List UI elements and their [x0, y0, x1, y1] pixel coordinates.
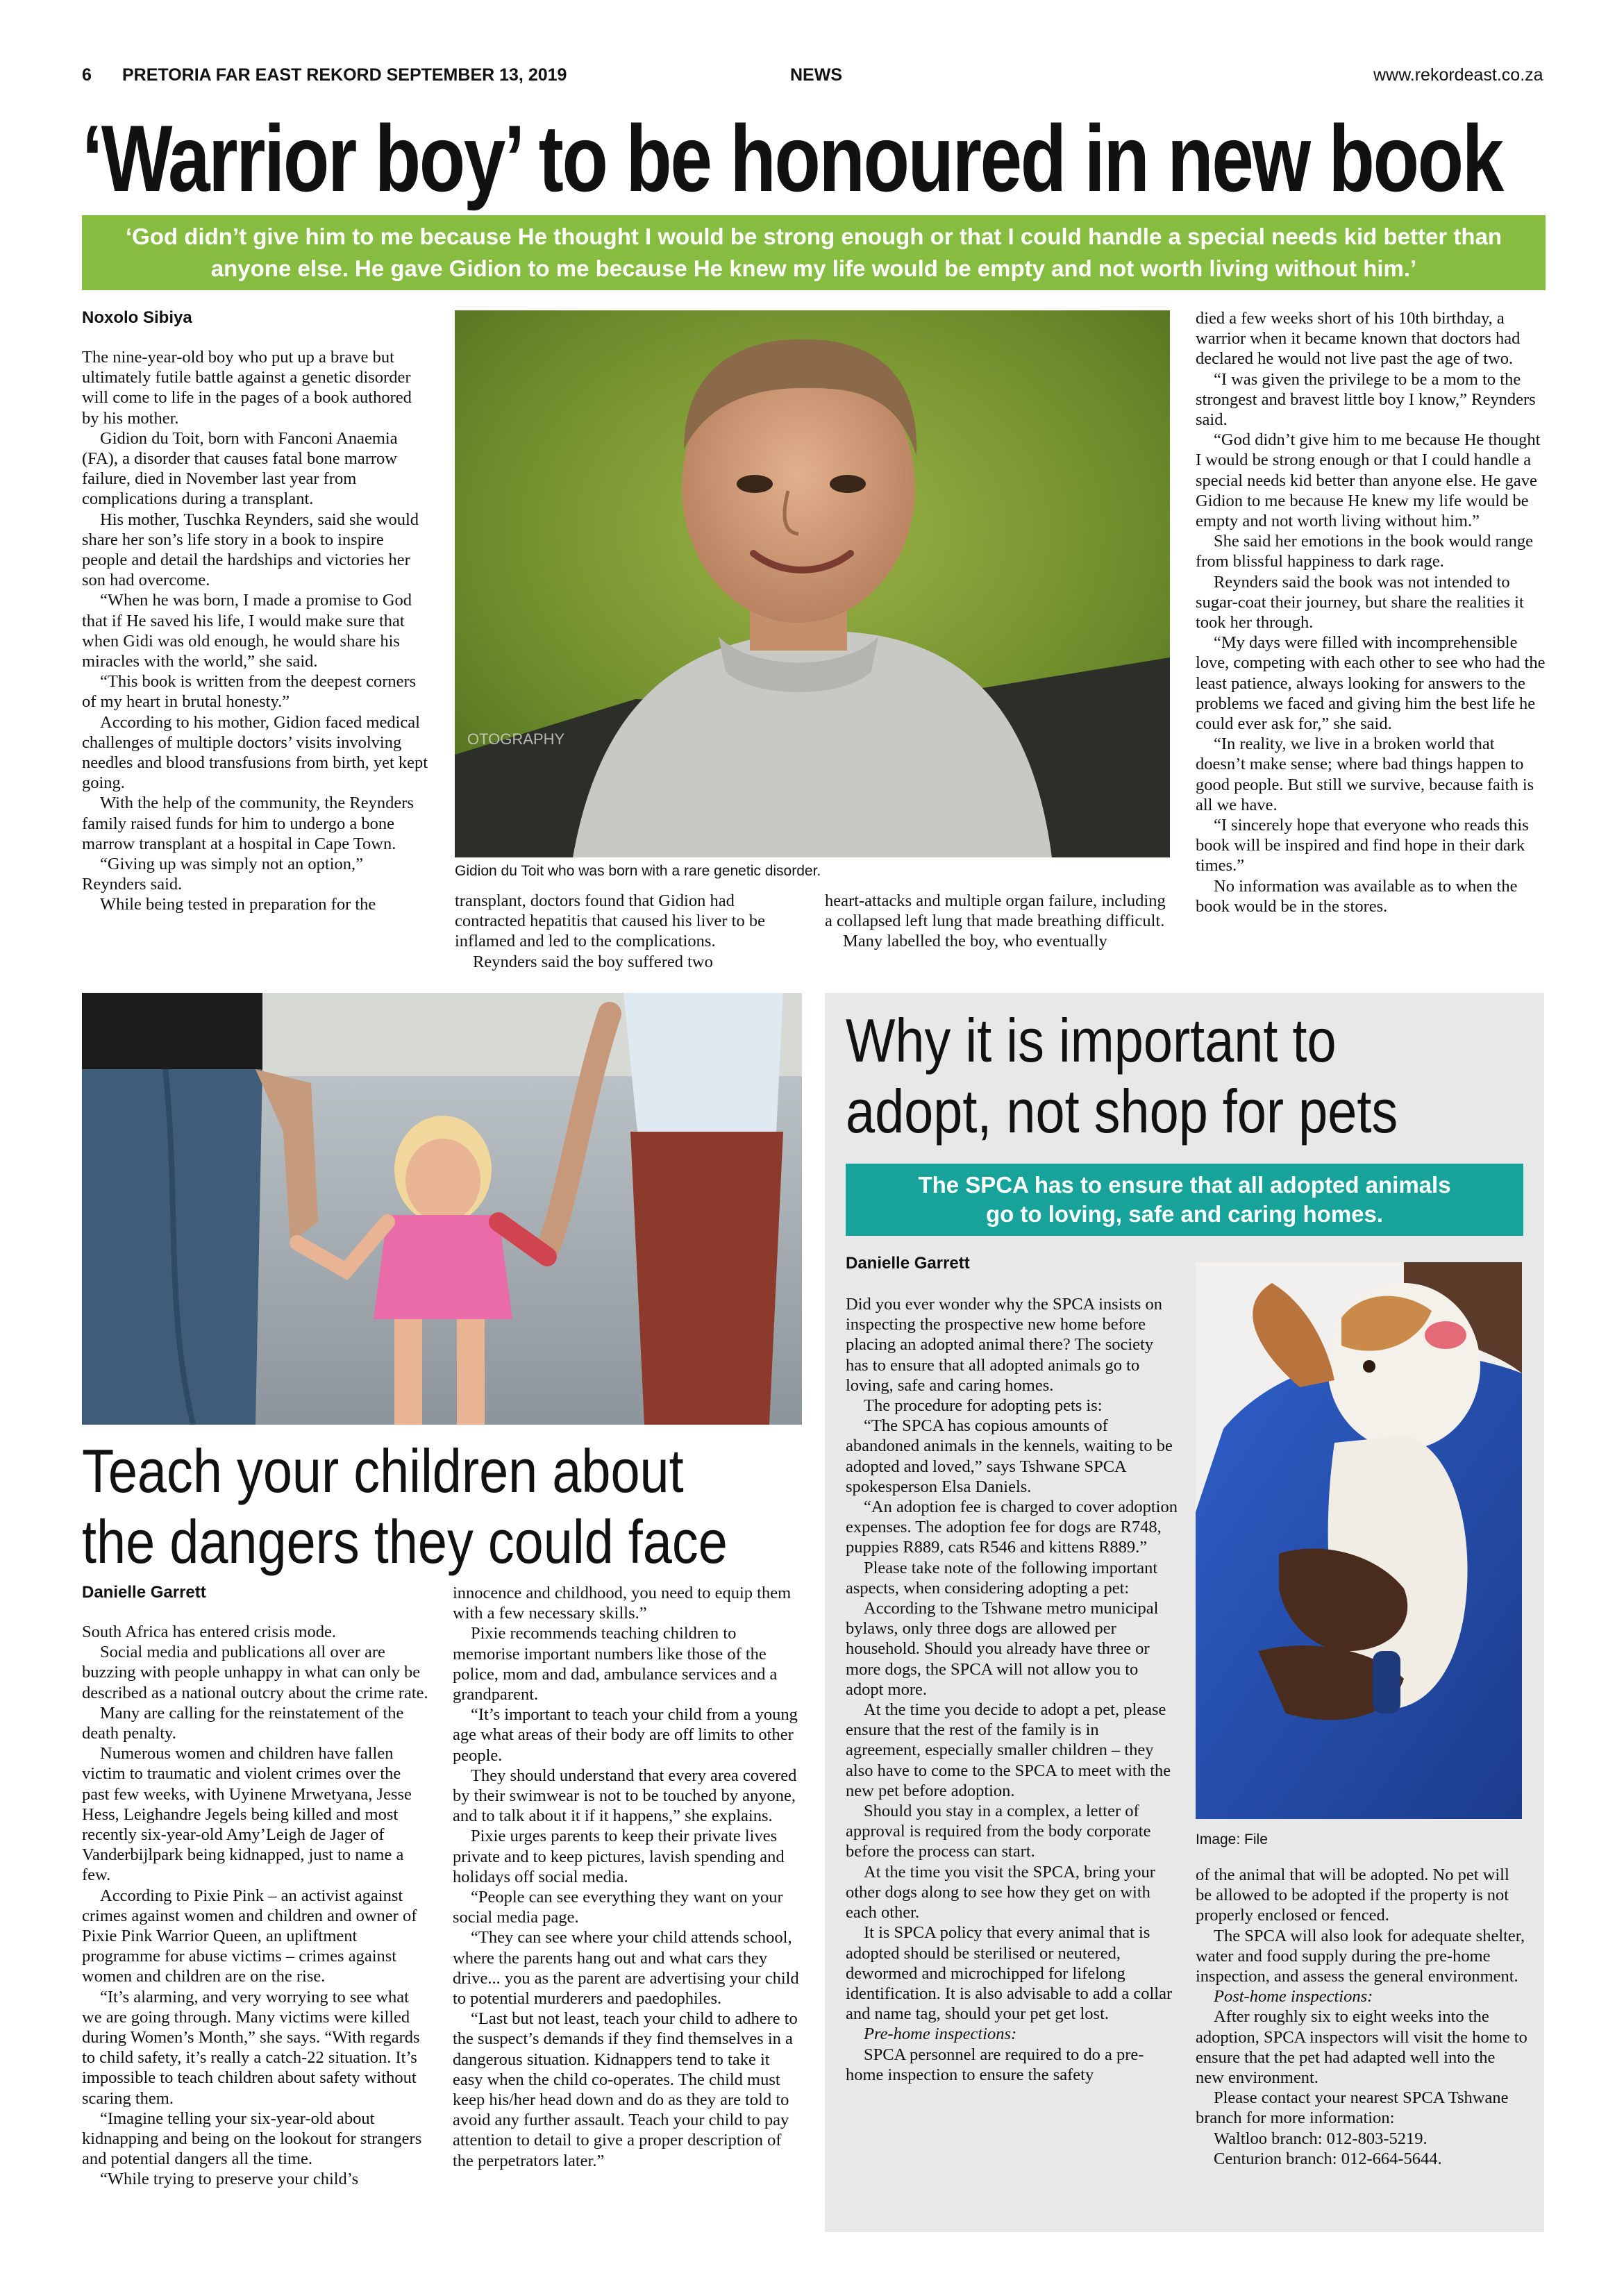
paragraph: transplant, doctors found that Gidion had contracted hepatitis that caused his liver to be inflamed and led to the complications. [455, 891, 765, 951]
paragraph: The SPCA will also look for adequate shelter, water and food supply during the pre-home inspection, and assess the general environment. [1196, 1926, 1525, 1986]
paragraph: Pre-home inspections: [864, 2025, 1017, 2044]
paragraph: “I was given the privilege to be a mom to the strongest and bravest little boy I know,” Reynders said. [1196, 369, 1536, 430]
dog-photo-illustration [1196, 1262, 1522, 1819]
spca-banner-line-2: go to loving, safe and caring homes. [985, 1201, 1384, 1227]
paragraph: The procedure for adopting pets is: [864, 1396, 1103, 1416]
dog-photo [1196, 1262, 1522, 1819]
paragraph: “The SPCA has copious amounts of abandoned animals in the kennels, waiting to be adopted and loved,” says Tshwane SPCA spokesperson Elsa Daniels. [846, 1416, 1173, 1496]
story2-column-2 [453, 1583, 800, 2171]
paragraph: Gidion du Toit, born with Fanconi Anaemia (FA), a disorder that causes fatal bone marrow failure, died in November last year from complications during a transplant. [82, 428, 398, 509]
paragraph: “People can see everything they want on your social media page. [453, 1888, 783, 1927]
paragraph: Pixie urges parents to keep their private lives private and to keep pictures, lavish spending and holidays off social media. [453, 1827, 785, 1886]
paragraph: It is SPCA policy that every animal that is adopted should be sterilised or neutered, dewormed and microchipped for lifelong identification. It is also advisable to add a collar and name tag, should your pet get lost. [846, 1923, 1173, 2024]
paragraph: of the animal that will be adopted. No pet will be allowed to be adopted if the property is not properly enclosed or fenced. [1196, 1866, 1509, 1925]
paragraph: “Imagine telling your six-year-old about kidnapping and being on the lookout for strangers and potential dangers all the time. [82, 2109, 422, 2169]
pull-quote-banner [82, 215, 1546, 290]
paragraph: “In reality, we live in a broken world that doesn’t make sense; where bad things happen to good people. But still we survive, because faith is all we have. [1196, 735, 1534, 814]
paragraph: She said her emotions in the book would range from blissful happiness to dark rage. [1196, 532, 1533, 571]
paragraph: “When he was born, I made a promise to God that if He saved his life, I would make sure that when Gidi was old enough, he would share his miracles with the world,” she said. [82, 591, 412, 671]
paragraph: The nine-year-old boy who put up a brave but ultimately futile battle against a genetic disorder will come to life in the pages of a book authored by his mother. [82, 348, 412, 428]
paragraph: “While trying to preserve your child’s [100, 2170, 359, 2189]
paragraph: died a few weeks short of his 10th birthday, a warrior when it became known that doctors had declared he would not live past the age of two. [1196, 309, 1521, 369]
story3-headline-line-1: Why it is important to [846, 1006, 1337, 1075]
paragraph: They should understand that every area covered by their swimwear is not to be touched by anyone, and to talk about it if it happens,” she explains. [453, 1766, 797, 1826]
paragraph: heart-attacks and multiple organ failure, including a collapsed left lung that made breathing difficult. [825, 891, 1166, 931]
paragraph: At the time you decide to adopt a pet, please ensure that the rest of the family is in agreement, especially smaller children – they also have to come to the SPCA to meet with the new pet before adoption. [846, 1700, 1171, 1800]
paragraph: After roughly six to eight weeks into the adoption, SPCA inspectors will visit the home to ensure that the pet had adapted well into the new environment. [1196, 2007, 1527, 2088]
paragraph: South Africa has entered crisis mode. [82, 1623, 337, 1641]
paragraph: His mother, Tuschka Reynders, said she would share her son’s life story in a book to inspire people and detail the hardships and victories her son had overcome. [82, 510, 419, 590]
story2-headline-line-1: Teach your children about [82, 1436, 684, 1505]
paragraph: Social media and publications all over are buzzing with people unhappy in what can only be described as a national outcry about the crime rate. [82, 1643, 428, 1702]
dog-photo-caption: Image: File [1196, 1832, 1268, 1847]
paragraph: Waltloo branch: 012-803-5219. [1214, 2129, 1428, 2148]
paragraph: Please take note of the following important aspects, when considering adopting a pet: [846, 1558, 1158, 1598]
paragraph: No information was available as to when the book would be in the stores. [1196, 876, 1518, 916]
paragraph: Should you stay in a complex, a letter of approval is required from the body corporate before the process can start. [846, 1802, 1151, 1861]
paragraph: Centurion branch: 012-664-5644. [1214, 2149, 1442, 2168]
paragraph: With the help of the community, the Reynders family raised funds for him to undergo a bone marrow transplant at a hospital in Cape Town. [82, 794, 414, 853]
paragraph: “This book is written from the deepest corners of my heart in brutal honesty.” [82, 672, 417, 712]
paragraph: “Last but not least, teach your child to adhere to the suspect’s demands if they find themselves in a dangerous situation. Kidnappers tend to take it easy when the child co-operates. The child must keep his/her head down and do as they are told to avoid any further assault. Teach your child to pay attention to detail to give a proper description of the perpetrators later.” [453, 2009, 798, 2170]
paragraph: Post-home inspections: [1214, 1987, 1373, 2006]
paragraph: Many labelled the boy, who eventually [843, 932, 1107, 951]
byline-story3: Danielle Garrett [846, 1254, 970, 1273]
story3-column-2 [1196, 1865, 1527, 2169]
story1-column-3 [825, 891, 1172, 952]
paragraph: According to Pixie Pink – an activist against crimes against women and children and owner of Pixie Pink Warrior Queen, an upliftment programme for abuse victims – crimes against women and children are on the rise. [82, 1886, 417, 1986]
byline-story1: Noxolo Sibiya [82, 308, 192, 327]
paragraph: At the time you visit the SPCA, bring your other dogs along to see how they get on with each other. [846, 1862, 1155, 1922]
pull-quote-text: ‘God didn’t give him to me because He thought I would be strong enough or that I could handle a special needs kid better than anyone else. He gave Gidion to me because He knew my life would be empty and not worth living without him.’ [125, 224, 1502, 281]
paragraph: Numerous women and children have fallen victim to traumatic and violent crimes over the past few weeks, with Uyinene Mrwetyana, Jesse Hess, Leighandre Jegels being killed and most recently six-year-old Amy’Leigh de Jager of Vanderbijlpark being kidnapped, just to name a few. [82, 1744, 412, 1885]
paragraph: According to the Tshwane metro municipal bylaws, only three dogs are allowed per household. Should you already have three or more dogs, the SPCA will not allow you to adopt more. [846, 1599, 1159, 1699]
paragraph: Reynders said the boy suffered two [473, 952, 713, 971]
family-photo-illustration [82, 993, 802, 1425]
paragraph: While being tested in preparation for the [100, 895, 376, 914]
paragraph: Reynders said the book was not intended to sugar-coat their journey, but share the realities it took her through. [1196, 572, 1524, 632]
paragraph: “I sincerely hope that everyone who reads this book will be inspired and find hope in their dark times.” [1196, 816, 1529, 875]
paragraph: “Giving up was simply not an option,” Reynders said. [82, 855, 364, 894]
story3-column-1 [846, 1294, 1178, 2085]
main-headline: ‘Warrior boy’ to be honoured in new book [82, 106, 1502, 211]
website-link[interactable]: www.rekordeast.co.za [1373, 65, 1543, 85]
paragraph: Pixie recommends teaching children to memorise important numbers like those of the police, mom and dad, ambulance services and a grandparent. [453, 1624, 778, 1704]
paragraph: According to his mother, Gidion faced medical challenges of multiple doctors’ visits involving needles and blood transfusions from birth, yet kept going. [82, 712, 428, 793]
boy-photo-caption: Gidion du Toit who was born with a rare genetic disorder. [455, 863, 821, 879]
paragraph: “It’s alarming, and very worrying to see what we are going through. Many victims were killed during Women’s Month,” she says. “With regards to child safety, it’s really a catch-22 situation. It’s impossible to teach children about safety without scaring them. [82, 1987, 420, 2108]
paragraph: “They can see where your child attends school, where the parents hang out and what cars they drive... you as the parent are advertising your child to potential murderers and paedophiles. [453, 1928, 799, 2009]
section-label: NEWS [790, 65, 842, 85]
story1-column-1 [82, 347, 429, 915]
paragraph: SPCA personnel are required to do a pre-home inspection to ensure the safety [846, 2045, 1144, 2084]
photo-watermark: OTOGRAPHY [467, 730, 565, 748]
spca-banner [846, 1164, 1523, 1236]
paragraph: “It’s important to teach your child from a young age what areas of their body are off limits to other people. [453, 1705, 798, 1765]
spca-banner-line-1: The SPCA has to ensure that all adopted animals [918, 1172, 1451, 1198]
publication-dateline: PRETORIA FAR EAST REKORD SEPTEMBER 13, 2019 [122, 65, 567, 85]
paragraph: “God didn’t give him to me because He thought I would be strong enough or that I could handle a special needs kid better than anyone else. He gave Gidion to me because He knew my life would be empty and not worth living without him.” [1196, 430, 1541, 531]
story3-headline-line-2: adopt, not shop for pets [846, 1077, 1398, 1146]
byline-story2: Danielle Garrett [82, 1583, 206, 1602]
paragraph: Did you ever wonder why the SPCA insists on inspecting the prospective new home before placing an adopted animal there? The society has to ensure that all adopted animals go to loving, safe and caring homes. [846, 1295, 1162, 1395]
story1-column-2 [455, 891, 802, 972]
paragraph: innocence and childhood, you need to equip them with a few necessary skills.” [453, 1584, 792, 1623]
paragraph: “An adoption fee is charged to cover adoption expenses. The adoption fee for dogs are R748, puppies R889, cats R546 and kittens R889.” [846, 1498, 1178, 1557]
family-photo [82, 993, 802, 1425]
story1-column-4 [1196, 308, 1546, 916]
boy-photo [455, 310, 1170, 857]
story2-headline-line-2: the dangers they could face [82, 1507, 728, 1576]
paragraph: Many are calling for the reinstatement of the death penalty. [82, 1703, 404, 1743]
story2-column-1 [82, 1622, 429, 2190]
boy-photo-illustration [455, 310, 1170, 857]
paragraph: “My days were filled with incomprehensible love, competing with each other to see who had the least patience, always looking for answers to the problems we faced and giving him the best life he could ever ask for,” she said. [1196, 633, 1546, 734]
paragraph: Please contact your nearest SPCA Tshwane branch for more information: [1196, 2088, 1509, 2128]
page-number: 6 [82, 65, 92, 85]
